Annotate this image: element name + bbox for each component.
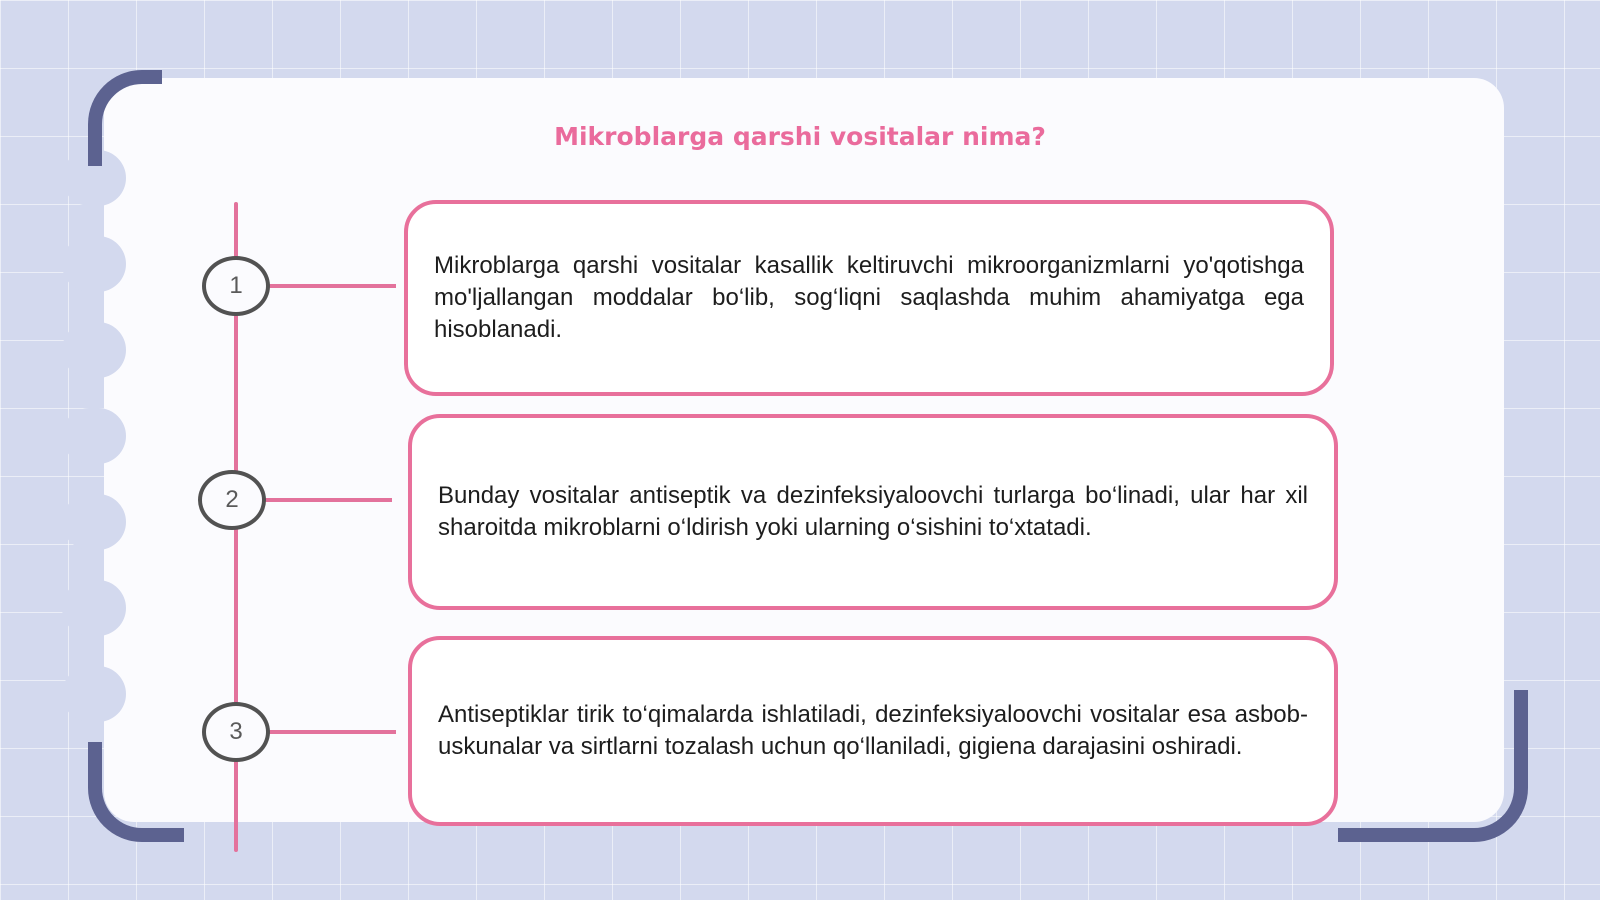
card-edge-notch xyxy=(62,666,126,722)
step-card-3 xyxy=(408,636,1338,826)
step-number-2: 2 xyxy=(198,470,266,530)
step-connector xyxy=(266,730,396,734)
step-text-1: Mikroblarga qarshi vositalar kasallik keltiruvchi mikroorganizmlarni yo'qotishga mo'ljallangan moddalar bo‘lib, sog‘liqni saqlashda muhim ahamiyatga ega hisoblanadi. xyxy=(434,252,1304,343)
step-card-1 xyxy=(404,200,1334,396)
card-edge-notch xyxy=(62,322,126,378)
corner-bracket-top-left xyxy=(88,70,162,166)
step-card-2 xyxy=(408,414,1338,610)
slide-title: Mikroblarga qarshi vositalar nima? xyxy=(554,122,1046,151)
step-connector xyxy=(262,498,392,502)
corner-bracket-bottom-left xyxy=(88,742,184,842)
step-connector xyxy=(266,284,396,288)
card-edge-notch xyxy=(62,494,126,550)
step-number-1: 1 xyxy=(202,256,270,316)
step-text-2: Bunday vositalar antiseptik va dezinfeksiyaloovchi turlarga bo‘linadi, ular har xil sharoitda mikroblarni o‘ldirish yoki ularning o‘sishini to‘xtatadi. xyxy=(438,482,1308,541)
step-number-3: 3 xyxy=(202,702,270,762)
card-edge-notch xyxy=(62,580,126,636)
corner-bracket-bottom-right xyxy=(1338,690,1528,842)
step-text-3: Antiseptiklar tirik to‘qimalarda ishlatiladi, dezinfeksiyaloovchi vositalar esa asbob-uskunalar va sirtlarni tozalash uchun qo‘llaniladi, gigiena darajasini oshiradi. xyxy=(438,701,1308,760)
card-edge-notch xyxy=(62,236,126,292)
card-edge-notch xyxy=(62,408,126,464)
